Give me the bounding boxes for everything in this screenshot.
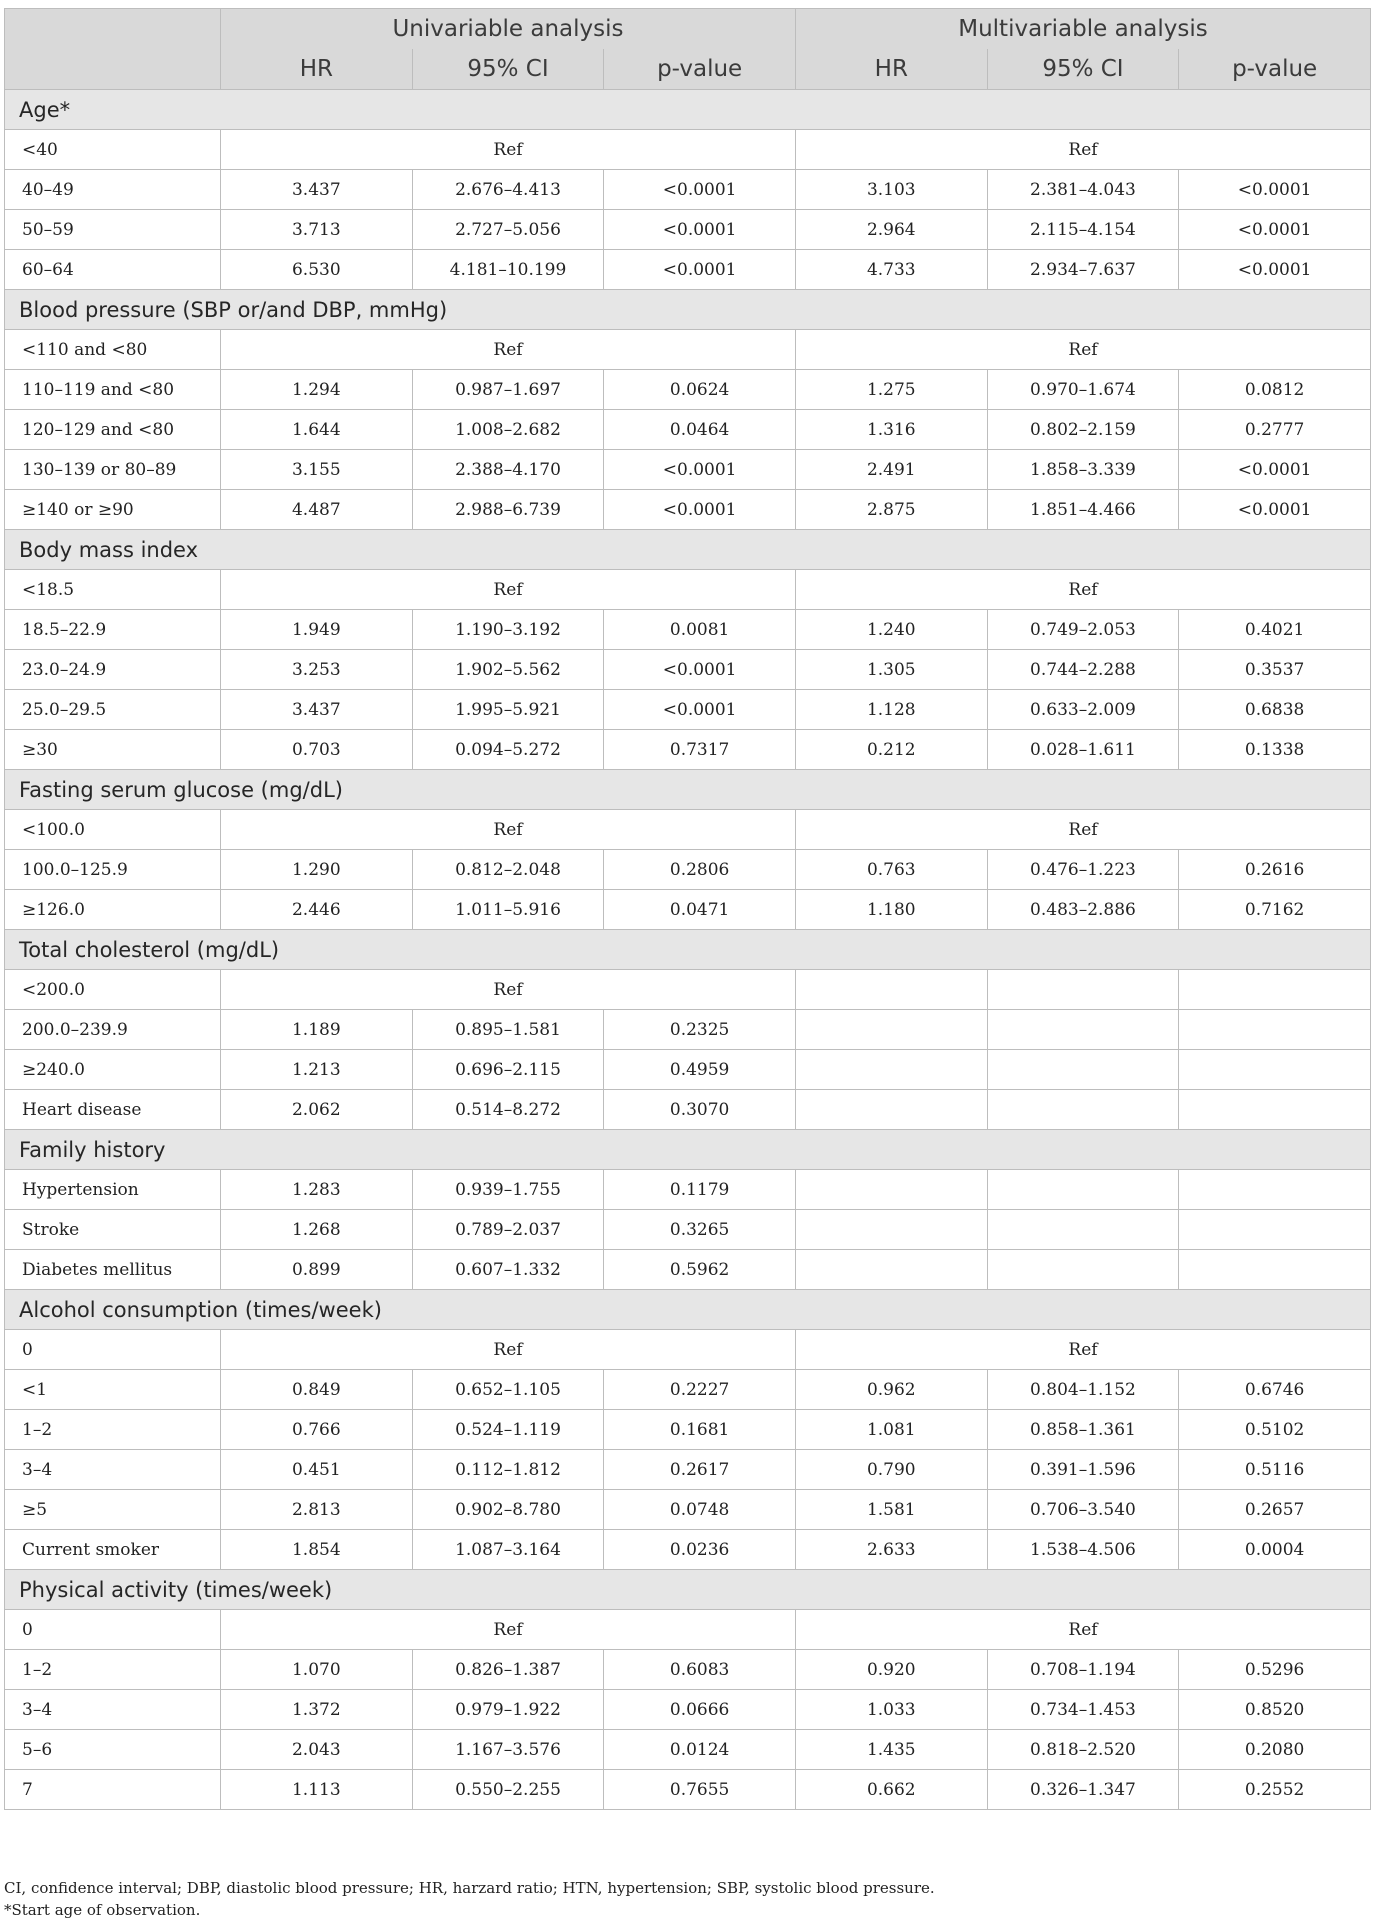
uni-ci-cell: 0.789–2.037 bbox=[412, 1210, 604, 1250]
row-label: 0 bbox=[5, 1330, 221, 1370]
table-body bbox=[5, 90, 1371, 1810]
multi-p-cell bbox=[1179, 1050, 1371, 1090]
row-label: <1 bbox=[5, 1370, 221, 1410]
multi-hr-cell: 1.305 bbox=[795, 650, 987, 690]
multi-p-cell: 0.1338 bbox=[1179, 730, 1371, 770]
table-row bbox=[5, 650, 1371, 690]
multi-p-cell: 0.0004 bbox=[1179, 1530, 1371, 1570]
table-row bbox=[5, 970, 1371, 1010]
section-header-row bbox=[5, 1130, 1371, 1170]
multi-ci-cell bbox=[987, 1050, 1179, 1090]
multi-hr-cell: 2.491 bbox=[795, 450, 987, 490]
multi-ci-cell: 0.744–2.288 bbox=[987, 650, 1179, 690]
multi-ci-cell: 0.858–1.361 bbox=[987, 1410, 1179, 1450]
section-title: Total cholesterol (mg/dL) bbox=[5, 930, 1371, 970]
multi-hr-cell: 2.964 bbox=[795, 210, 987, 250]
uni-ci-cell: 1.011–5.916 bbox=[412, 890, 604, 930]
multi-hr-cell: 2.633 bbox=[795, 1530, 987, 1570]
multi-hr-cell: 2.875 bbox=[795, 490, 987, 530]
multi-hr-cell: 0.790 bbox=[795, 1450, 987, 1490]
multi-p-cell: <0.0001 bbox=[1179, 450, 1371, 490]
uni-ci-cell: 0.826–1.387 bbox=[412, 1650, 604, 1690]
multi-ci-cell: 0.804–1.152 bbox=[987, 1370, 1179, 1410]
table-row bbox=[5, 1250, 1371, 1290]
table-row bbox=[5, 370, 1371, 410]
table-row bbox=[5, 1530, 1371, 1570]
table-row bbox=[5, 1330, 1371, 1370]
section-title: Age* bbox=[5, 90, 1371, 130]
uni-reference-cell: Ref bbox=[221, 130, 796, 170]
multi-p-cell: 0.4021 bbox=[1179, 610, 1371, 650]
row-label: 18.5–22.9 bbox=[5, 610, 221, 650]
multi-p-cell bbox=[1179, 1170, 1371, 1210]
multi-p-cell: 0.2777 bbox=[1179, 410, 1371, 450]
row-label: 120–129 and <80 bbox=[5, 410, 221, 450]
uni-ci-cell: 2.676–4.413 bbox=[412, 170, 604, 210]
table-row bbox=[5, 1730, 1371, 1770]
uni-ci-cell: 0.524–1.119 bbox=[412, 1410, 604, 1450]
multi-p-cell: 0.8520 bbox=[1179, 1690, 1371, 1730]
multi-p-cell: <0.0001 bbox=[1179, 490, 1371, 530]
multi-hr-cell: 1.033 bbox=[795, 1690, 987, 1730]
uni-p-cell: 0.2806 bbox=[604, 850, 796, 890]
uni-hr-cell: 3.437 bbox=[221, 170, 413, 210]
multi-hr-cell: 1.128 bbox=[795, 690, 987, 730]
uni-ci-cell: 0.550–2.255 bbox=[412, 1770, 604, 1810]
row-label: 23.0–24.9 bbox=[5, 650, 221, 690]
uni-hr-cell: 1.949 bbox=[221, 610, 413, 650]
table-row bbox=[5, 890, 1371, 930]
uni-ci-cell: 0.696–2.115 bbox=[412, 1050, 604, 1090]
uni-p-cell: <0.0001 bbox=[604, 690, 796, 730]
multi-p-cell: <0.0001 bbox=[1179, 170, 1371, 210]
uni-p-cell: 0.2325 bbox=[604, 1010, 796, 1050]
table-row bbox=[5, 1410, 1371, 1450]
uni-hr-cell: 6.530 bbox=[221, 250, 413, 290]
header-column-row bbox=[5, 49, 1371, 90]
table-row bbox=[5, 1210, 1371, 1250]
multi-ci-cell: 0.391–1.596 bbox=[987, 1450, 1179, 1490]
multi-ci-cell bbox=[987, 1010, 1179, 1050]
uni-p-cell: 0.0666 bbox=[604, 1690, 796, 1730]
uni-hr-cell: 1.268 bbox=[221, 1210, 413, 1250]
multi-ci-cell bbox=[987, 1250, 1179, 1290]
multi-hr-cell: 1.435 bbox=[795, 1730, 987, 1770]
multi-hr-cell: 1.581 bbox=[795, 1490, 987, 1530]
section-title: Fasting serum glucose (mg/dL) bbox=[5, 770, 1371, 810]
uni-p-cell: 0.6083 bbox=[604, 1650, 796, 1690]
multi-hr-cell bbox=[795, 1050, 987, 1090]
multi-ci-cell: 0.802–2.159 bbox=[987, 410, 1179, 450]
footnotes bbox=[4, 1877, 1371, 1921]
multi-hr-cell bbox=[795, 1090, 987, 1130]
section-header-row bbox=[5, 930, 1371, 970]
row-label: 1–2 bbox=[5, 1410, 221, 1450]
multi-ci-cell: 0.476–1.223 bbox=[987, 850, 1179, 890]
uni-p-cell: 0.0464 bbox=[604, 410, 796, 450]
uni-ci-cell: 1.902–5.562 bbox=[412, 650, 604, 690]
row-label: 5–6 bbox=[5, 1730, 221, 1770]
table-row bbox=[5, 490, 1371, 530]
multi-hr-cell bbox=[795, 1010, 987, 1050]
multi-ci-cell: 1.858–3.339 bbox=[987, 450, 1179, 490]
uni-reference-cell: Ref bbox=[221, 810, 796, 850]
header-col-uni-p: p-value bbox=[604, 49, 796, 90]
multi-ci-cell: 0.706–3.540 bbox=[987, 1490, 1179, 1530]
table-row bbox=[5, 1610, 1371, 1650]
multi-ci-cell: 0.970–1.674 bbox=[987, 370, 1179, 410]
uni-ci-cell: 0.652–1.105 bbox=[412, 1370, 604, 1410]
table-row bbox=[5, 1770, 1371, 1810]
section-header-row bbox=[5, 290, 1371, 330]
multi-p-cell: <0.0001 bbox=[1179, 210, 1371, 250]
table-row bbox=[5, 330, 1371, 370]
section-header-row bbox=[5, 530, 1371, 570]
table-row bbox=[5, 410, 1371, 450]
header-group-univariable: Univariable analysis bbox=[221, 9, 796, 50]
uni-p-cell: <0.0001 bbox=[604, 170, 796, 210]
table-row bbox=[5, 1650, 1371, 1690]
uni-ci-cell: 1.995–5.921 bbox=[412, 690, 604, 730]
uni-hr-cell: 0.703 bbox=[221, 730, 413, 770]
uni-hr-cell: 2.813 bbox=[221, 1490, 413, 1530]
table-row bbox=[5, 610, 1371, 650]
uni-hr-cell: 2.062 bbox=[221, 1090, 413, 1130]
table-row bbox=[5, 1490, 1371, 1530]
table-row bbox=[5, 570, 1371, 610]
uni-hr-cell: 1.854 bbox=[221, 1530, 413, 1570]
uni-p-cell: 0.0471 bbox=[604, 890, 796, 930]
multi-ci-cell: 0.326–1.347 bbox=[987, 1770, 1179, 1810]
multi-reference-cell: Ref bbox=[795, 570, 1370, 610]
multi-p-cell: 0.6838 bbox=[1179, 690, 1371, 730]
uni-hr-cell: 0.451 bbox=[221, 1450, 413, 1490]
row-label: 25.0–29.5 bbox=[5, 690, 221, 730]
row-label: Diabetes mellitus bbox=[5, 1250, 221, 1290]
uni-hr-cell: 0.899 bbox=[221, 1250, 413, 1290]
multi-hr-cell: 0.763 bbox=[795, 850, 987, 890]
row-label: Heart disease bbox=[5, 1090, 221, 1130]
uni-ci-cell: 0.902–8.780 bbox=[412, 1490, 604, 1530]
multi-hr-cell: 4.733 bbox=[795, 250, 987, 290]
header-blank-cell bbox=[5, 49, 221, 90]
header-group-row bbox=[5, 9, 1371, 50]
uni-ci-cell: 0.939–1.755 bbox=[412, 1170, 604, 1210]
uni-ci-cell: 1.008–2.682 bbox=[412, 410, 604, 450]
uni-p-cell: 0.3070 bbox=[604, 1090, 796, 1130]
multi-reference-cell: Ref bbox=[795, 130, 1370, 170]
uni-p-cell: <0.0001 bbox=[604, 650, 796, 690]
uni-p-cell: 0.4959 bbox=[604, 1050, 796, 1090]
uni-hr-cell: 1.213 bbox=[221, 1050, 413, 1090]
section-header-row bbox=[5, 90, 1371, 130]
row-label: 40–49 bbox=[5, 170, 221, 210]
multi-reference-cell: Ref bbox=[795, 330, 1370, 370]
row-label: 0 bbox=[5, 1610, 221, 1650]
uni-p-cell: <0.0001 bbox=[604, 490, 796, 530]
uni-p-cell: <0.0001 bbox=[604, 250, 796, 290]
multi-reference-cell: Ref bbox=[795, 1330, 1370, 1370]
uni-ci-cell: 2.988–6.739 bbox=[412, 490, 604, 530]
table-row bbox=[5, 210, 1371, 250]
multi-reference-cell: Ref bbox=[795, 1610, 1370, 1650]
uni-ci-cell: 2.727–5.056 bbox=[412, 210, 604, 250]
uni-ci-cell: 4.181–10.199 bbox=[412, 250, 604, 290]
table-row bbox=[5, 1050, 1371, 1090]
row-label: ≥5 bbox=[5, 1490, 221, 1530]
table-row bbox=[5, 250, 1371, 290]
uni-ci-cell: 0.812–2.048 bbox=[412, 850, 604, 890]
multi-p-cell: 0.7162 bbox=[1179, 890, 1371, 930]
row-label: 50–59 bbox=[5, 210, 221, 250]
multi-p-cell: 0.5116 bbox=[1179, 1450, 1371, 1490]
uni-ci-cell: 0.979–1.922 bbox=[412, 1690, 604, 1730]
uni-ci-cell: 1.167–3.576 bbox=[412, 1730, 604, 1770]
multi-hr-cell: 1.081 bbox=[795, 1410, 987, 1450]
table-row bbox=[5, 1690, 1371, 1730]
row-label: Hypertension bbox=[5, 1170, 221, 1210]
multi-p-cell: 0.2657 bbox=[1179, 1490, 1371, 1530]
uni-hr-cell: 1.189 bbox=[221, 1010, 413, 1050]
uni-hr-cell: 3.713 bbox=[221, 210, 413, 250]
table-row bbox=[5, 1170, 1371, 1210]
uni-ci-cell: 0.112–1.812 bbox=[412, 1450, 604, 1490]
multi-ci-cell: 2.381–4.043 bbox=[987, 170, 1179, 210]
multi-ci-cell: 0.633–2.009 bbox=[987, 690, 1179, 730]
multi-hr-cell: 0.662 bbox=[795, 1770, 987, 1810]
uni-hr-cell: 1.290 bbox=[221, 850, 413, 890]
uni-hr-cell: 3.437 bbox=[221, 690, 413, 730]
uni-p-cell: 0.2227 bbox=[604, 1370, 796, 1410]
multi-p-cell: <0.0001 bbox=[1179, 250, 1371, 290]
uni-p-cell: 0.3265 bbox=[604, 1210, 796, 1250]
row-label: 3–4 bbox=[5, 1690, 221, 1730]
multi-hr-cell bbox=[795, 1170, 987, 1210]
header-col-uni-hr: HR bbox=[221, 49, 413, 90]
multi-ci-cell bbox=[987, 970, 1179, 1010]
table-row bbox=[5, 1370, 1371, 1410]
row-label: ≥126.0 bbox=[5, 890, 221, 930]
section-title: Body mass index bbox=[5, 530, 1371, 570]
uni-hr-cell: 3.253 bbox=[221, 650, 413, 690]
footnote-abbreviations: CI, confidence interval; DBP, diastolic blood pressure; HR, harzard ratio; HTN, hypertension; SBP, systolic blood pressure. bbox=[4, 1879, 935, 1897]
uni-ci-cell: 0.895–1.581 bbox=[412, 1010, 604, 1050]
uni-hr-cell: 1.294 bbox=[221, 370, 413, 410]
uni-hr-cell: 1.070 bbox=[221, 1650, 413, 1690]
section-title: Family history bbox=[5, 1130, 1371, 1170]
multi-p-cell bbox=[1179, 1010, 1371, 1050]
multi-p-cell bbox=[1179, 1090, 1371, 1130]
row-label: 110–119 and <80 bbox=[5, 370, 221, 410]
uni-p-cell: 0.1681 bbox=[604, 1410, 796, 1450]
header-blank-cell bbox=[5, 9, 221, 50]
uni-ci-cell: 1.190–3.192 bbox=[412, 610, 604, 650]
uni-ci-cell: 2.388–4.170 bbox=[412, 450, 604, 490]
uni-hr-cell: 2.446 bbox=[221, 890, 413, 930]
multi-p-cell: 0.0812 bbox=[1179, 370, 1371, 410]
multi-ci-cell: 0.818–2.520 bbox=[987, 1730, 1179, 1770]
multi-hr-cell: 1.316 bbox=[795, 410, 987, 450]
multi-p-cell: 0.2616 bbox=[1179, 850, 1371, 890]
uni-ci-cell: 0.094–5.272 bbox=[412, 730, 604, 770]
uni-p-cell: 0.0236 bbox=[604, 1530, 796, 1570]
multi-ci-cell bbox=[987, 1090, 1179, 1130]
uni-reference-cell: Ref bbox=[221, 970, 796, 1010]
row-label: 100.0–125.9 bbox=[5, 850, 221, 890]
uni-hr-cell: 2.043 bbox=[221, 1730, 413, 1770]
multi-hr-cell: 1.180 bbox=[795, 890, 987, 930]
multi-p-cell: 0.2080 bbox=[1179, 1730, 1371, 1770]
footnote-age: *Start age of observation. bbox=[4, 1901, 201, 1919]
uni-reference-cell: Ref bbox=[221, 1610, 796, 1650]
multi-hr-cell: 3.103 bbox=[795, 170, 987, 210]
section-header-row bbox=[5, 1570, 1371, 1610]
uni-p-cell: 0.1179 bbox=[604, 1170, 796, 1210]
uni-p-cell: 0.2617 bbox=[604, 1450, 796, 1490]
multi-ci-cell: 0.483–2.886 bbox=[987, 890, 1179, 930]
uni-hr-cell: 4.487 bbox=[221, 490, 413, 530]
uni-p-cell: 0.0081 bbox=[604, 610, 796, 650]
multi-ci-cell: 0.028–1.611 bbox=[987, 730, 1179, 770]
hazard-ratio-table bbox=[4, 8, 1371, 1810]
header-col-multi-p: p-value bbox=[1179, 49, 1371, 90]
multi-hr-cell: 1.240 bbox=[795, 610, 987, 650]
row-label: Current smoker bbox=[5, 1530, 221, 1570]
section-header-row bbox=[5, 770, 1371, 810]
uni-ci-cell: 1.087–3.164 bbox=[412, 1530, 604, 1570]
multi-p-cell: 0.5296 bbox=[1179, 1650, 1371, 1690]
row-label: 60–64 bbox=[5, 250, 221, 290]
row-label: 1–2 bbox=[5, 1650, 221, 1690]
multi-ci-cell: 1.851–4.466 bbox=[987, 490, 1179, 530]
section-header-row bbox=[5, 1290, 1371, 1330]
table-row bbox=[5, 730, 1371, 770]
uni-p-cell: 0.7655 bbox=[604, 1770, 796, 1810]
uni-hr-cell: 1.372 bbox=[221, 1690, 413, 1730]
uni-p-cell: 0.5962 bbox=[604, 1250, 796, 1290]
multi-ci-cell: 1.538–4.506 bbox=[987, 1530, 1179, 1570]
multi-p-cell: 0.6746 bbox=[1179, 1370, 1371, 1410]
table-row bbox=[5, 850, 1371, 890]
multi-ci-cell bbox=[987, 1210, 1179, 1250]
uni-hr-cell: 0.766 bbox=[221, 1410, 413, 1450]
table-row bbox=[5, 170, 1371, 210]
header-col-multi-hr: HR bbox=[795, 49, 987, 90]
uni-p-cell: 0.0124 bbox=[604, 1730, 796, 1770]
table-row bbox=[5, 1090, 1371, 1130]
uni-p-cell: 0.7317 bbox=[604, 730, 796, 770]
uni-hr-cell: 3.155 bbox=[221, 450, 413, 490]
row-label: <100.0 bbox=[5, 810, 221, 850]
row-label: <200.0 bbox=[5, 970, 221, 1010]
multi-ci-cell: 0.734–1.453 bbox=[987, 1690, 1179, 1730]
multi-hr-cell bbox=[795, 1250, 987, 1290]
hazard-ratio-table-container bbox=[4, 8, 1371, 1810]
uni-p-cell: <0.0001 bbox=[604, 450, 796, 490]
multi-ci-cell: 2.115–4.154 bbox=[987, 210, 1179, 250]
header-col-uni-ci: 95% CI bbox=[412, 49, 604, 90]
row-label: 200.0–239.9 bbox=[5, 1010, 221, 1050]
section-title: Blood pressure (SBP or/and DBP, mmHg) bbox=[5, 290, 1371, 330]
multi-ci-cell: 2.934–7.637 bbox=[987, 250, 1179, 290]
row-label: <18.5 bbox=[5, 570, 221, 610]
multi-ci-cell: 0.708–1.194 bbox=[987, 1650, 1179, 1690]
row-label: ≥240.0 bbox=[5, 1050, 221, 1090]
multi-p-cell bbox=[1179, 970, 1371, 1010]
uni-hr-cell: 1.113 bbox=[221, 1770, 413, 1810]
multi-hr-cell: 0.962 bbox=[795, 1370, 987, 1410]
row-label: <110 and <80 bbox=[5, 330, 221, 370]
header-col-multi-ci: 95% CI bbox=[987, 49, 1179, 90]
section-title: Alcohol consumption (times/week) bbox=[5, 1290, 1371, 1330]
row-label: 3–4 bbox=[5, 1450, 221, 1490]
row-label: ≥30 bbox=[5, 730, 221, 770]
table-row bbox=[5, 450, 1371, 490]
multi-p-cell bbox=[1179, 1210, 1371, 1250]
multi-p-cell bbox=[1179, 1250, 1371, 1290]
row-label: 7 bbox=[5, 1770, 221, 1810]
row-label: Stroke bbox=[5, 1210, 221, 1250]
uni-hr-cell: 1.283 bbox=[221, 1170, 413, 1210]
uni-p-cell: <0.0001 bbox=[604, 210, 796, 250]
uni-hr-cell: 1.644 bbox=[221, 410, 413, 450]
multi-p-cell: 0.5102 bbox=[1179, 1410, 1371, 1450]
table-row bbox=[5, 130, 1371, 170]
uni-reference-cell: Ref bbox=[221, 330, 796, 370]
multi-ci-cell: 0.749–2.053 bbox=[987, 610, 1179, 650]
section-title: Physical activity (times/week) bbox=[5, 1570, 1371, 1610]
uni-p-cell: 0.0748 bbox=[604, 1490, 796, 1530]
uni-ci-cell: 0.607–1.332 bbox=[412, 1250, 604, 1290]
uni-reference-cell: Ref bbox=[221, 570, 796, 610]
multi-ci-cell bbox=[987, 1170, 1179, 1210]
row-label: 130–139 or 80–89 bbox=[5, 450, 221, 490]
uni-ci-cell: 0.987–1.697 bbox=[412, 370, 604, 410]
multi-hr-cell: 0.920 bbox=[795, 1650, 987, 1690]
table-row bbox=[5, 1010, 1371, 1050]
uni-hr-cell: 0.849 bbox=[221, 1370, 413, 1410]
multi-hr-cell: 1.275 bbox=[795, 370, 987, 410]
row-label: <40 bbox=[5, 130, 221, 170]
multi-hr-cell bbox=[795, 970, 987, 1010]
multi-hr-cell: 0.212 bbox=[795, 730, 987, 770]
table-row bbox=[5, 1450, 1371, 1490]
table-row bbox=[5, 810, 1371, 850]
multi-hr-cell bbox=[795, 1210, 987, 1250]
multi-p-cell: 0.2552 bbox=[1179, 1770, 1371, 1810]
uni-reference-cell: Ref bbox=[221, 1330, 796, 1370]
uni-p-cell: 0.0624 bbox=[604, 370, 796, 410]
header-group-multivariable: Multivariable analysis bbox=[795, 9, 1370, 50]
uni-ci-cell: 0.514–8.272 bbox=[412, 1090, 604, 1130]
multi-p-cell: 0.3537 bbox=[1179, 650, 1371, 690]
table-row bbox=[5, 690, 1371, 730]
multi-reference-cell: Ref bbox=[795, 810, 1370, 850]
row-label: ≥140 or ≥90 bbox=[5, 490, 221, 530]
